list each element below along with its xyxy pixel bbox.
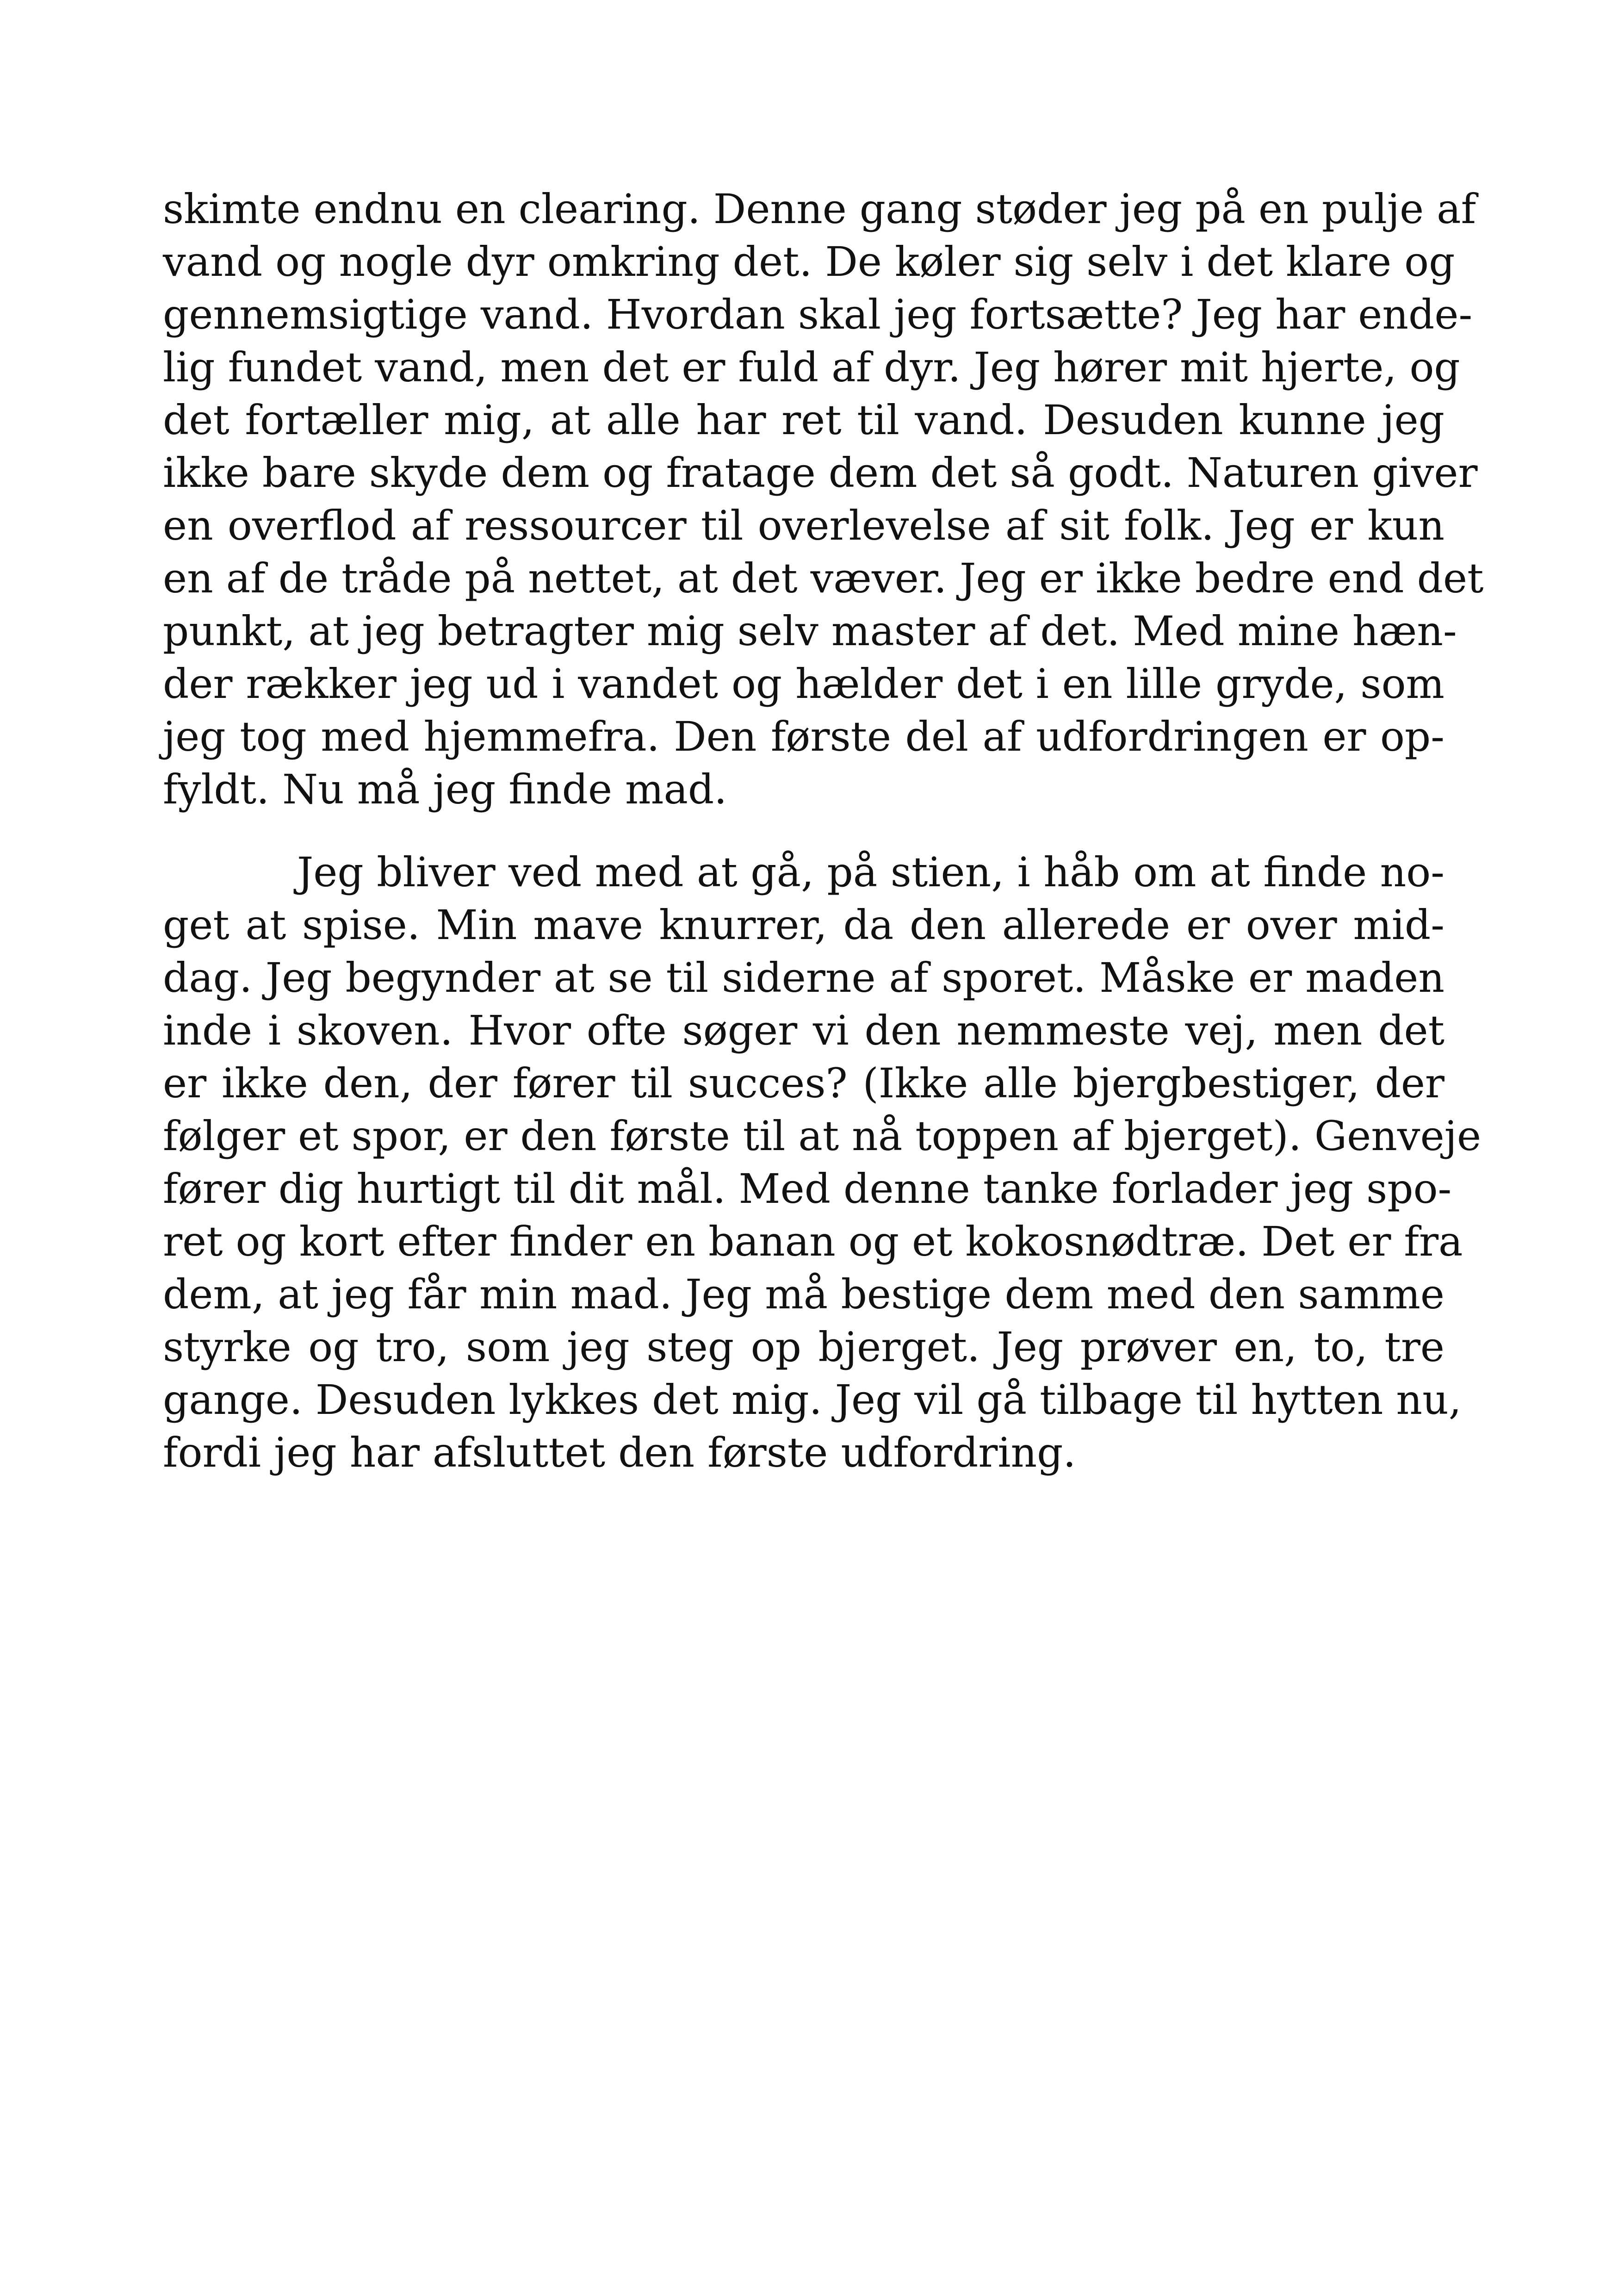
text-line: dem, at jeg får min mad. Jeg må bestige dem med den samme	[163, 1270, 1444, 1318]
text-line: ikke bare skyde dem og fratage dem det så godt. Naturen giver	[163, 449, 1478, 497]
text-line: er ikke den, der fører til succes? (Ikke alle bjergbestiger, der	[163, 1059, 1444, 1107]
paragraph-1	[163, 183, 1484, 816]
text-line: jeg tog med hjemmefra. Den første del af udfordringen er op-	[163, 713, 1444, 760]
text-line: fører dig hurtigt til dit mål. Med denne tanke forlader jeg spo-	[163, 1165, 1452, 1213]
text-line: skimte endnu en clearing. Denne gang støder jeg på en pulje af	[163, 185, 1476, 233]
text-line: vand og nogle dyr omkring det. De køler sig selv i det klare og	[163, 238, 1455, 286]
text-line: styrke og tro, som jeg steg op bjerget. Jeg prøver en, to, tre	[163, 1323, 1444, 1371]
paragraph-2	[163, 846, 1482, 1479]
text-line: en af de tråde på nettet, at det væver. Jeg er ikke bedre end det	[163, 554, 1484, 602]
body-text	[163, 183, 1484, 1479]
text-line: lig fundet vand, men det er fuld af dyr. Jeg hører mit hjerte, og	[163, 343, 1460, 391]
text-line: en overflod af ressourcer til overlevelse af sit folk. Jeg er kun	[163, 502, 1444, 549]
text-line: gange. Desuden lykkes det mig. Jeg vil gå tilbage til hytten nu,	[163, 1376, 1462, 1424]
text-line: følger et spor, er den første til at nå toppen af bjerget). Genveje	[163, 1112, 1482, 1160]
text-line: fyldt. Nu må jeg finde mad.	[163, 765, 727, 813]
text-line: fordi jeg har afsluttet den første udfordring.	[163, 1429, 1076, 1476]
text-line: ret og kort efter finder en banan og et kokosnødtræ. Det er fra	[163, 1218, 1463, 1265]
paragraph-gap	[163, 816, 1444, 846]
text-line: inde i skoven. Hvor ofte søger vi den nemmeste vej, men det	[163, 1007, 1444, 1054]
text-line: der rækker jeg ud i vandet og hælder det i en lille gryde, som	[163, 660, 1444, 708]
text-line: gennemsigtige vand. Hvordan skal jeg fortsætte? Jeg har ende-	[163, 291, 1473, 338]
text-line: get at spise. Min mave knurrer, da den allerede er over mid-	[163, 901, 1444, 949]
text-line: punkt, at jeg betragter mig selv master af det. Med mine hæn-	[163, 607, 1457, 655]
text-line: dag. Jeg begynder at se til siderne af sporet. Måske er maden	[163, 954, 1444, 1002]
text-line: Jeg bliver ved med at gå, på stien, i håb om at finde no-	[297, 848, 1444, 896]
text-line: det fortæller mig, at alle har ret til vand. Desuden kunne jeg	[163, 396, 1444, 444]
